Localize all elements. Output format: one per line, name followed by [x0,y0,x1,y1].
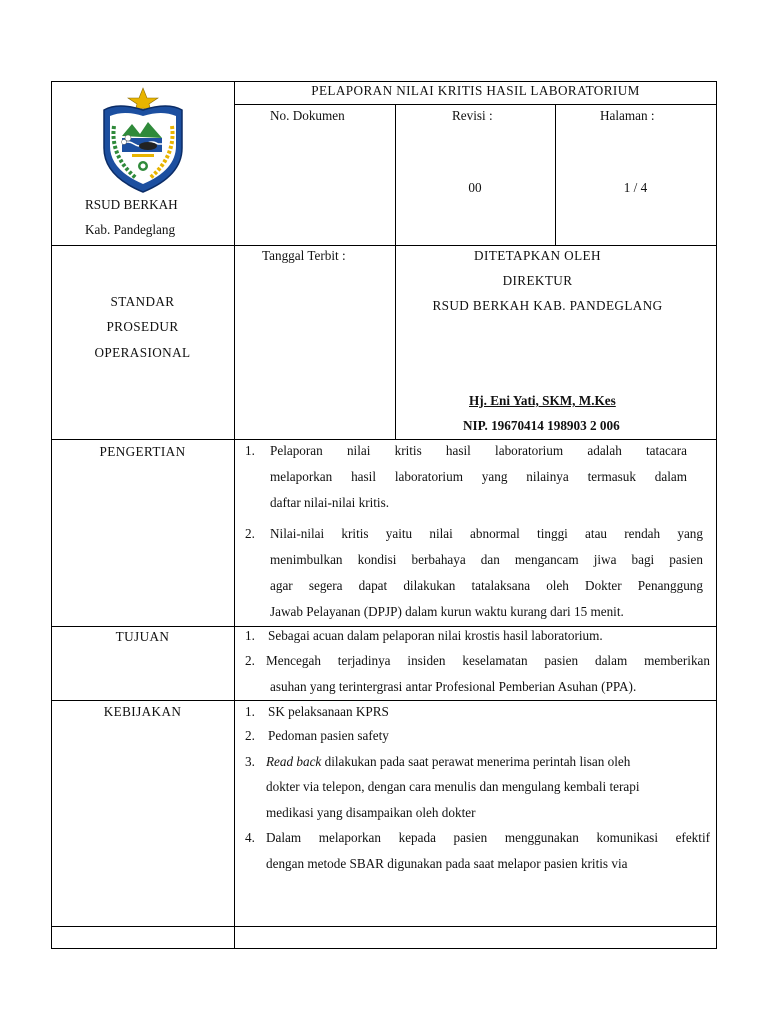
signer-nip: NIP. 19670414 198903 2 006 [463,418,620,433]
sop-type-line3: OPERASIONAL [94,345,191,360]
approved-by-line2: DIREKTUR [502,273,573,288]
sop-type-line2: PROSEDUR [106,319,179,334]
hospital-name: RSUD BERKAH [85,197,178,212]
page-label: Halaman : [600,108,655,123]
section-label-tujuan: TUJUAN [115,629,170,644]
section-label-kebijakan: KEBIJAKAN [103,704,182,719]
sop-type-line1: STANDAR [110,294,175,309]
hospital-region: Kab. Pandeglang [85,222,176,237]
approved-by-line1: DITETAPKAN OLEH [474,248,601,263]
revision-label: Revisi : [452,108,493,123]
doc-number-label: No. Dokumen [270,108,345,123]
signer-name: Hj. Eni Yati, SKM, M.Kes [469,393,616,408]
revision-value: 00 [468,180,482,195]
hospital-logo [88,86,188,198]
issue-date-label: Tanggal Terbit : [262,248,346,263]
section-label-pengertian: PENGERTIAN [99,444,186,459]
page-value: 1 / 4 [623,180,648,195]
document-title: PELAPORAN NILAI KRITIS HASIL LABORATORIUM [311,83,640,98]
approved-by-line3: RSUD BERKAH KAB. PANDEGLANG [432,298,663,313]
